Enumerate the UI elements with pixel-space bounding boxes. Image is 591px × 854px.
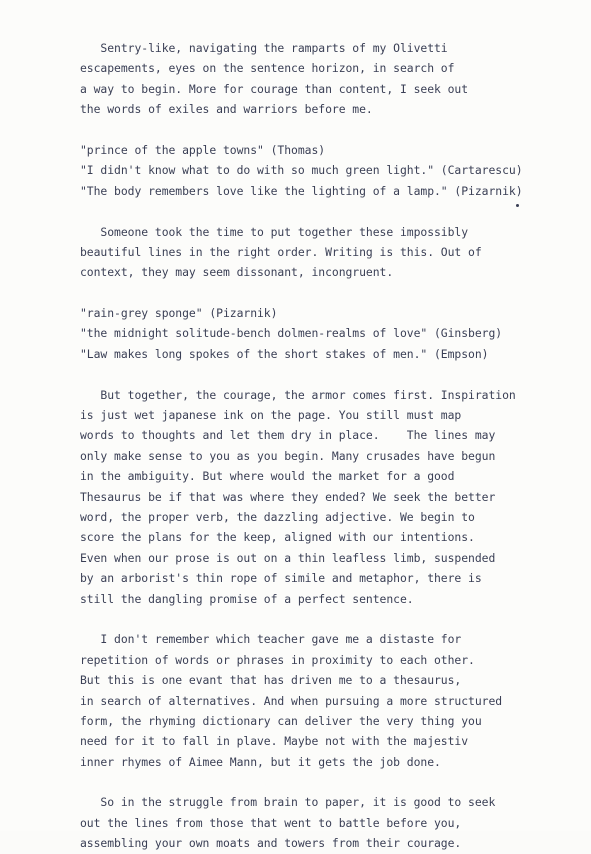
- paragraph-gap: [80, 609, 580, 629]
- paragraph-opening: [80, 38, 580, 120]
- paragraph-gap: [80, 772, 580, 792]
- text-line: word, the proper verb, the dazzling adjective. We begin to: [80, 509, 475, 524]
- text-line: a way to begin. More for courage than content, I seek out: [80, 81, 469, 96]
- text-line: assembling your own moats and towers from their courage.: [80, 836, 462, 851]
- text-line: Even when our prose is out on a thin leafless limb, suspended: [80, 550, 496, 565]
- text-line: only make sense to you as you begin. Many crusades have begun: [80, 448, 496, 463]
- paragraph-closing: [80, 792, 580, 853]
- paragraph-gap: [80, 364, 580, 384]
- paragraph-gap: [80, 120, 580, 140]
- text-line: by an arborist's thin rope of simile and metaphor, there is: [80, 571, 482, 586]
- quote-block-2: [80, 303, 580, 364]
- typewritten-text: [80, 38, 580, 854]
- text-line: But together, the courage, the armor comes first. Inspiration: [80, 387, 516, 402]
- paragraph-gap: [80, 201, 580, 221]
- quote-line: "prince of the apple towns" (Thomas): [80, 142, 326, 157]
- text-line: still the dangling promise of a perfect sentence.: [80, 591, 414, 606]
- quote-line: "Law makes long spokes of the short stakes of men." (Empson): [80, 346, 489, 361]
- text-line: I don't remember which teacher gave me a distaste for: [80, 632, 462, 647]
- text-line: Thesaurus be if that was where they ended? We seek the better: [80, 489, 496, 504]
- text-line: in search of alternatives. And when pursuing a more structured: [80, 693, 503, 708]
- text-line: form, the rhyming dictionary can deliver the very thing you: [80, 713, 482, 728]
- text-line: But this is one evant that has driven me to a thesaurus,: [80, 673, 462, 688]
- text-line: repetition of words or phrases in proximity to each other.: [80, 652, 475, 667]
- text-line: beautiful lines in the right order. Writing is this. Out of: [80, 244, 482, 259]
- text-line: So in the struggle from brain to paper, it is good to seek: [80, 795, 496, 810]
- text-line: Someone took the time to put together these impossibly: [80, 224, 469, 239]
- ink-speck: [516, 204, 519, 207]
- quote-line: "the midnight solitude-bench dolmen-realms of love" (Ginsberg): [80, 326, 503, 341]
- paragraph-courage-armor: [80, 385, 580, 609]
- quote-line: "The body remembers love like the lighting of a lamp." (Pizarnik): [80, 183, 523, 198]
- text-line: context, they may seem dissonant, incongruent.: [80, 265, 394, 280]
- text-line: in the ambiguity. But where would the market for a good: [80, 469, 455, 484]
- paragraph-writing-is-this: [80, 222, 580, 283]
- paragraph-thesaurus: [80, 629, 580, 772]
- text-line: escapements, eyes on the sentence horizon, in search of: [80, 61, 455, 76]
- text-line: is just wet japanese ink on the page. You still must map: [80, 408, 462, 423]
- text-line: score the plans for the keep, aligned with our intentions.: [80, 530, 475, 545]
- text-line: inner rhymes of Aimee Mann, but it gets the job done.: [80, 754, 441, 769]
- paragraph-gap: [80, 283, 580, 303]
- quote-block-1: [80, 140, 580, 201]
- text-line: Sentry-like, navigating the ramparts of my Olivetti: [80, 41, 448, 55]
- text-line: words to thoughts and let them dry in place. The lines may: [80, 428, 496, 443]
- text-line: need for it to fall in plave. Maybe not with the majestiv: [80, 734, 469, 749]
- text-line: the words of exiles and warriors before me.: [80, 102, 373, 117]
- quote-line: "rain-grey sponge" (Pizarnik): [80, 306, 278, 321]
- quote-line: "I didn't know what to do with so much green light." (Cartarescu): [80, 163, 523, 178]
- text-line: out the lines from those that went to battle before you,: [80, 815, 462, 830]
